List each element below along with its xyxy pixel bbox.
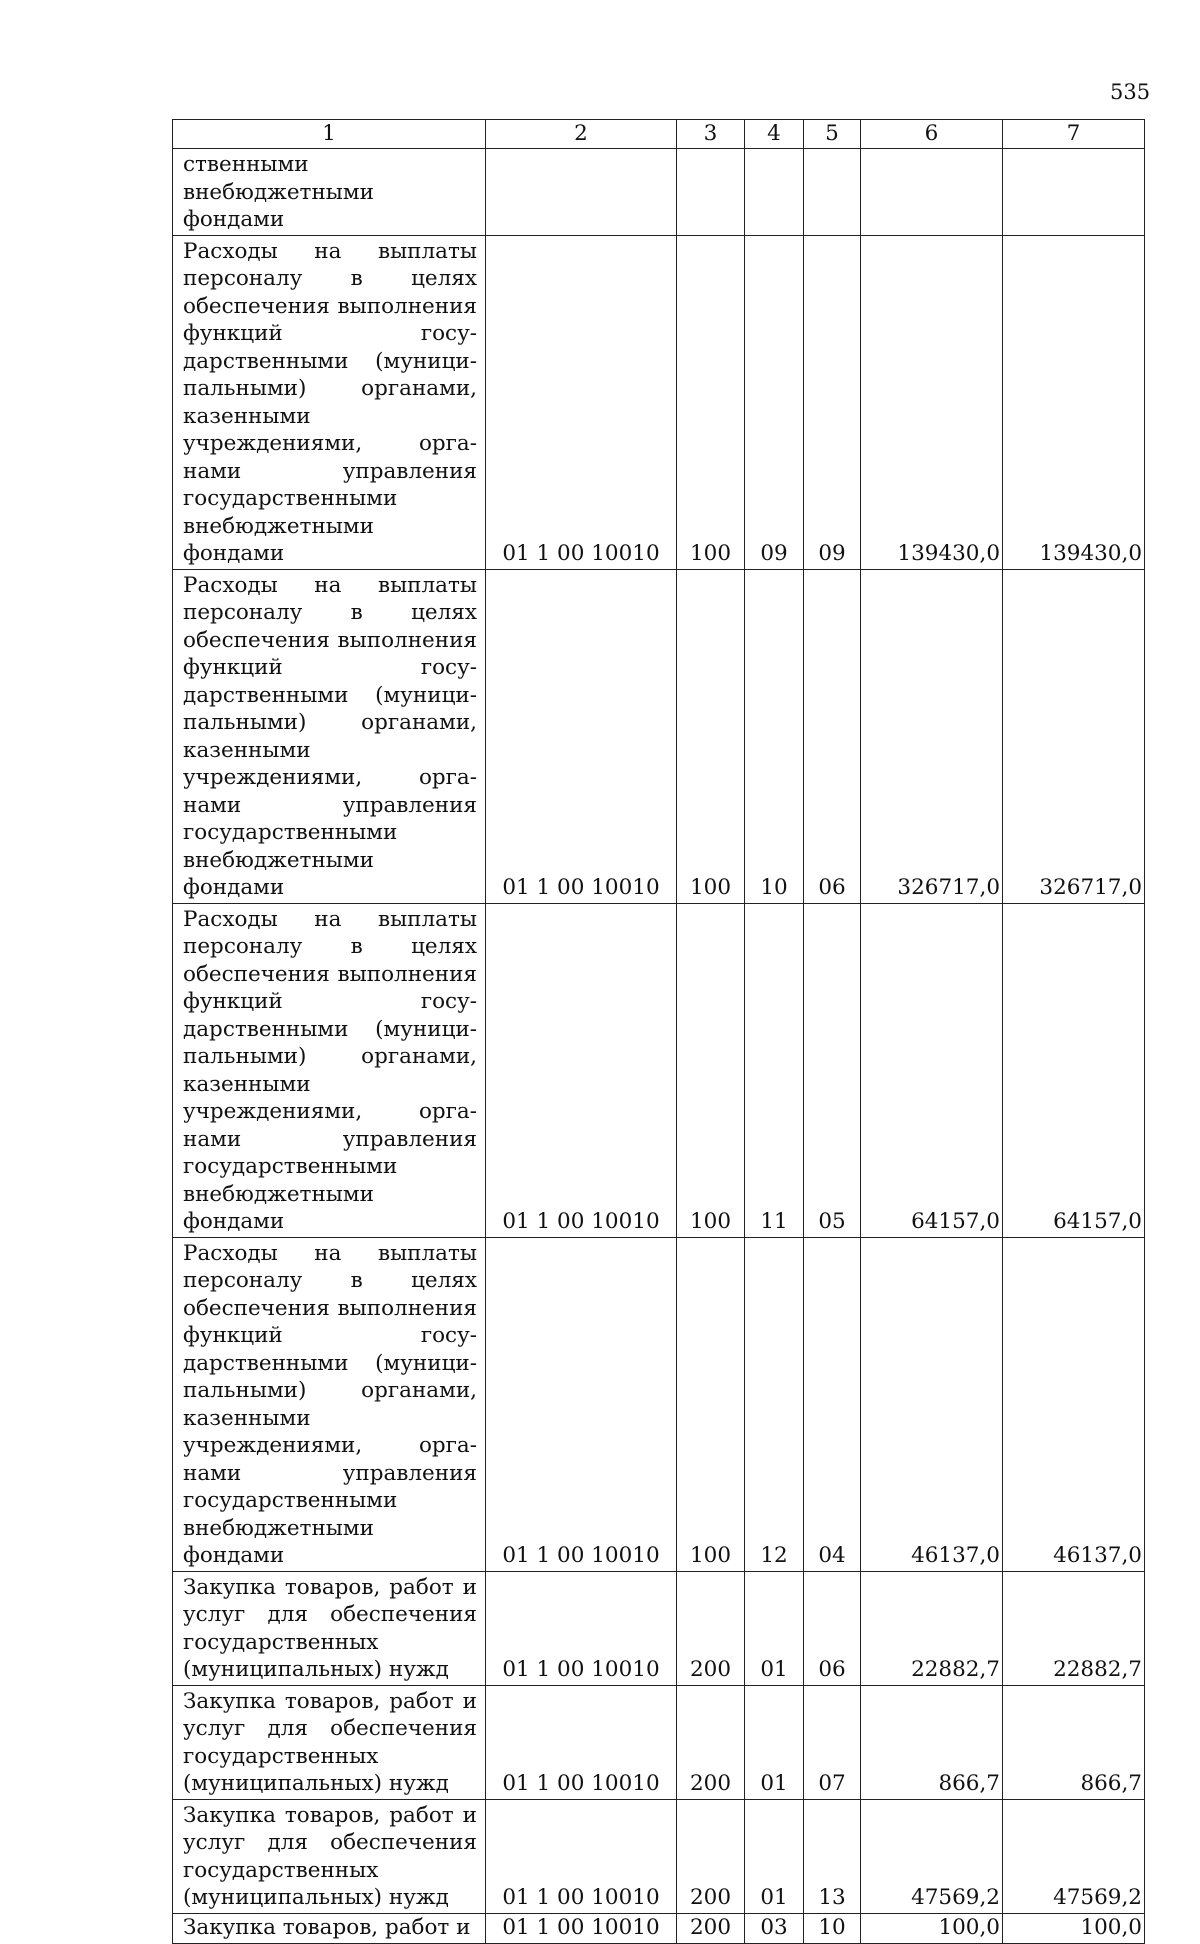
column-header: 7	[1003, 120, 1145, 149]
row-amount-1: 46137,0	[861, 1237, 1003, 1571]
table-row	[173, 235, 1145, 569]
row-expense-type: 100	[677, 569, 745, 903]
row-amount-1: 22882,7	[861, 1571, 1003, 1685]
row-subsection: 09	[804, 235, 861, 569]
row-amount-2: 100,0	[1003, 1913, 1145, 1943]
row-subsection: 04	[804, 1237, 861, 1571]
row-expense-type: 200	[677, 1685, 745, 1799]
column-header: 5	[804, 120, 861, 149]
row-section: 09	[745, 235, 804, 569]
row-target-code: 01 1 00 10010	[486, 569, 677, 903]
row-expense-type: 100	[677, 235, 745, 569]
row-amount-1: 326717,0	[861, 569, 1003, 903]
row-target-code: 01 1 00 10010	[486, 903, 677, 1237]
row-section: 10	[745, 569, 804, 903]
row-expense-type: 100	[677, 903, 745, 1237]
table-row	[173, 1913, 1145, 1943]
row-target-code: 01 1 00 10010	[486, 1685, 677, 1799]
row-target-code: 01 1 00 10010	[486, 1237, 677, 1571]
row-amount-2	[1003, 149, 1145, 236]
table-row	[173, 1571, 1145, 1685]
row-target-code: 01 1 00 10010	[486, 235, 677, 569]
row-expense-type: 100	[677, 1237, 745, 1571]
row-expense-type: 200	[677, 1571, 745, 1685]
column-header: 3	[677, 120, 745, 149]
row-description: Расходы на выплаты персоналу в целях обеспечения выполнения функций государственными (муниципальными) органами, казенными учреждениями, органами управления государственными внебюджетными фондами	[173, 569, 486, 903]
row-subsection: 07	[804, 1685, 861, 1799]
row-amount-2: 22882,7	[1003, 1571, 1145, 1685]
row-description: Расходы на выплаты персоналу в целях обеспечения выполнения функций государственными (муниципальными) органами, казенными учреждениями, органами управления государственными внебюджетными фондами	[173, 903, 486, 1237]
row-amount-1: 64157,0	[861, 903, 1003, 1237]
row-subsection: 13	[804, 1799, 861, 1913]
row-description: Закупка товаров, работ и	[173, 1913, 486, 1943]
row-amount-2: 47569,2	[1003, 1799, 1145, 1913]
table-row	[173, 1685, 1145, 1799]
row-amount-1: 100,0	[861, 1913, 1003, 1943]
row-expense-type: 200	[677, 1799, 745, 1913]
column-header: 1	[173, 120, 486, 149]
row-subsection	[804, 149, 861, 236]
budget-table	[172, 119, 1145, 1944]
column-header: 2	[486, 120, 677, 149]
row-subsection: 06	[804, 1571, 861, 1685]
row-amount-2: 64157,0	[1003, 903, 1145, 1237]
row-description: Закупка товаров, работ и услуг для обеспечения государственных (муниципальных) нужд	[173, 1685, 486, 1799]
row-target-code: 01 1 00 10010	[486, 1799, 677, 1913]
row-amount-2: 46137,0	[1003, 1237, 1145, 1571]
table-header-row	[173, 120, 1145, 149]
row-amount-1: 866,7	[861, 1685, 1003, 1799]
row-amount-1	[861, 149, 1003, 236]
table-row	[173, 1237, 1145, 1571]
table-row	[173, 1799, 1145, 1913]
row-target-code: 01 1 00 10010	[486, 1913, 677, 1943]
table-row	[173, 149, 1145, 236]
row-description: Расходы на выплаты персоналу в целях обеспечения выполнения функций государственными (муниципальными) органами, казенными учреждениями, органами управления государственными внебюджетными фондами	[173, 235, 486, 569]
row-expense-type: 200	[677, 1913, 745, 1943]
row-section: 01	[745, 1685, 804, 1799]
row-section	[745, 149, 804, 236]
row-section: 11	[745, 903, 804, 1237]
table-row	[173, 903, 1145, 1237]
row-amount-1: 139430,0	[861, 235, 1003, 569]
row-description: Расходы на выплаты персоналу в целях обеспечения выполнения функций государственными (муниципальными) органами, казенными учреждениями, органами управления государственными внебюджетными фондами	[173, 1237, 486, 1571]
row-amount-2: 866,7	[1003, 1685, 1145, 1799]
row-target-code	[486, 149, 677, 236]
row-amount-2: 139430,0	[1003, 235, 1145, 569]
row-subsection: 10	[804, 1913, 861, 1943]
column-header: 6	[861, 120, 1003, 149]
row-description: ственными внебюджетными фондами	[173, 149, 486, 236]
table-row	[173, 569, 1145, 903]
row-amount-2: 326717,0	[1003, 569, 1145, 903]
row-section: 03	[745, 1913, 804, 1943]
row-section: 01	[745, 1571, 804, 1685]
column-header: 4	[745, 120, 804, 149]
row-section: 12	[745, 1237, 804, 1571]
row-description: Закупка товаров, работ и услуг для обеспечения государственных (муниципальных) нужд	[173, 1571, 486, 1685]
row-subsection: 05	[804, 903, 861, 1237]
row-amount-1: 47569,2	[861, 1799, 1003, 1913]
row-description: Закупка товаров, работ и услуг для обеспечения государственных (муниципальных) нужд	[173, 1799, 486, 1913]
row-section: 01	[745, 1799, 804, 1913]
row-expense-type	[677, 149, 745, 236]
row-target-code: 01 1 00 10010	[486, 1571, 677, 1685]
row-subsection: 06	[804, 569, 861, 903]
page-number: 535	[1110, 80, 1151, 104]
